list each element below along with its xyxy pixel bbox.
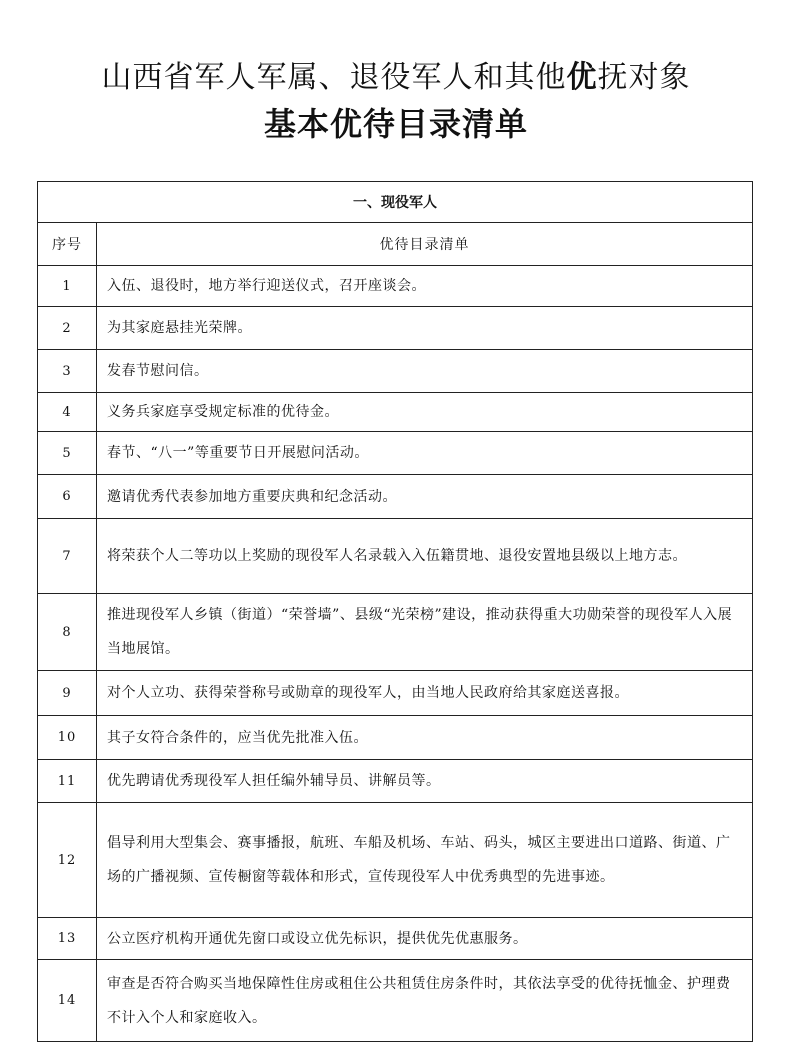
table-row [38, 307, 753, 350]
table-row [38, 350, 753, 393]
table-row [38, 266, 753, 307]
title-line-2: 基本优待目录清单 [263, 105, 528, 143]
table-row [38, 519, 753, 594]
row-num: 7 [38, 519, 97, 594]
title-line-1 [0, 58, 792, 98]
table-row [38, 760, 753, 803]
table-row [38, 594, 753, 671]
row-text: 其子女符合条件的，应当优先批准入伍。 [97, 716, 753, 760]
document-title [0, 58, 792, 144]
row-text: 义务兵家庭享受规定标准的优待金。 [97, 393, 753, 432]
header-row [38, 223, 753, 266]
row-text: 审查是否符合购买当地保障性住房或租住公共租赁住房条件时，其依法享受的优待抚恤金、护理费不计入个人和家庭收入。 [97, 960, 753, 1042]
row-num: 6 [38, 475, 97, 519]
table-row [38, 432, 753, 475]
row-num: 13 [38, 918, 97, 960]
row-num: 3 [38, 350, 97, 393]
table-row [38, 803, 753, 918]
row-text: 邀请优秀代表参加地方重要庆典和纪念活动。 [97, 475, 753, 519]
table-row [38, 960, 753, 1042]
row-text: 发春节慰问信。 [97, 350, 753, 393]
table-row [38, 918, 753, 960]
title-line-1-part-1: 山西省军人军属、退役军人和其他 [101, 60, 567, 95]
title-line-1-bold-char: 优 [566, 60, 598, 95]
row-num: 1 [38, 266, 97, 307]
row-text: 优先聘请优秀现役军人担任编外辅导员、讲解员等。 [97, 760, 753, 803]
section-row [38, 182, 753, 223]
section-title: 一、现役军人 [38, 182, 753, 223]
header-num: 序号 [38, 223, 97, 266]
table-row [38, 671, 753, 716]
row-num: 8 [38, 594, 97, 671]
header-list: 优待目录清单 [97, 223, 753, 266]
table-row [38, 716, 753, 760]
row-num: 5 [38, 432, 97, 475]
row-num: 4 [38, 393, 97, 432]
row-num: 9 [38, 671, 97, 716]
row-text: 公立医疗机构开通优先窗口或设立优先标识，提供优先优惠服务。 [97, 918, 753, 960]
row-num: 2 [38, 307, 97, 350]
row-text: 入伍、退役时，地方举行迎送仪式，召开座谈会。 [97, 266, 753, 307]
row-text: 倡导利用大型集会、赛事播报，航班、车船及机场、车站、码头，城区主要进出口道路、街道、广场的广播视频、宣传橱窗等载体和形式，宣传现役军人中优秀典型的先进事迹。 [97, 803, 753, 918]
row-text: 春节、“八一”等重要节日开展慰问活动。 [97, 432, 753, 475]
row-num: 11 [38, 760, 97, 803]
row-text: 对个人立功、获得荣誉称号或勋章的现役军人，由当地人民政府给其家庭送喜报。 [97, 671, 753, 716]
row-text: 推进现役军人乡镇（街道）“荣誉墙”、县级“光荣榜”建设，推动获得重大功勋荣誉的现役军人入展当地展馆。 [97, 594, 753, 671]
row-text: 为其家庭悬挂光荣牌。 [97, 307, 753, 350]
table-row [38, 393, 753, 432]
table-row [38, 475, 753, 519]
row-text: 将荣获个人二等功以上奖励的现役军人名录载入入伍籍贯地、退役安置地县级以上地方志。 [97, 519, 753, 594]
row-num: 12 [38, 803, 97, 918]
title-line-1-part-2: 抚对象 [597, 60, 691, 95]
benefits-table [37, 181, 753, 1042]
row-num: 14 [38, 960, 97, 1042]
row-num: 10 [38, 716, 97, 760]
